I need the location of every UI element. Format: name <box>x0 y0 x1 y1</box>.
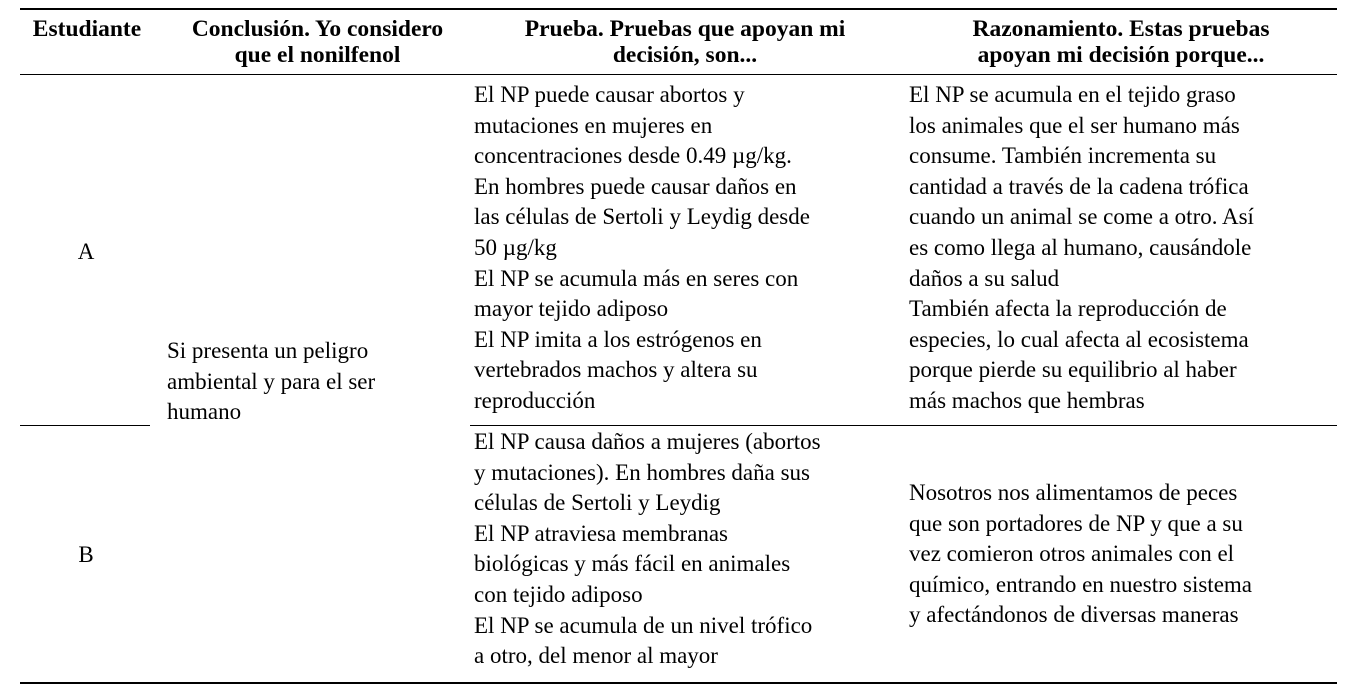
conclusion-cell: Si presenta un peligro ambiental y para el ser humano <box>167 338 376 425</box>
header-evidence: Prueba. Pruebas que apoyan mi decisión, son... <box>524 16 846 68</box>
evidence-cell-b: El NP causa daños a mujeres (abortos y mutaciones). En hombres daña sus células de Sertoli y Leydig El NP atraviesa membranas biológicas y más fácil en animales con tejido adiposo El NP se acumula de un nivel trófico a otro, del menor al mayor <box>474 429 821 669</box>
evidence-cell-a: El NP puede causar abortos y mutaciones en mujeres en concentraciones desde 0.49 µg/kg. En hombres puede causar daños en las células de Sertoli y Leydig desde 50 µg/kg El NP se acumula más en seres con mayor tejido adiposo El NP imita a los estrógenos en vertebrados machos y altera su reproducción <box>474 82 810 413</box>
row-separator-student <box>20 425 150 426</box>
student-label-b: B <box>78 542 94 567</box>
header-student: Estudiante <box>32 16 142 42</box>
student-label-a: A <box>77 239 95 264</box>
reasoning-cell-b: Nosotros nos alimentamos de peces que son portadores de NP y que a su vez comieron otros animales con el químico, entrando en nuestro sistema y afectándonos de diversas maneras <box>909 480 1253 628</box>
header-bottom-rule <box>20 74 1337 75</box>
header-conclusion: Conclusión. Yo considero que el nonilfenol <box>191 16 444 68</box>
table-top-rule <box>20 8 1337 10</box>
header-reasoning: Razonamiento. Estas pruebas apoyan mi decisión porque... <box>972 16 1270 68</box>
reasoning-cell-a: El NP se acumula en el tejido graso los animales que el ser humano más consume. También incrementa su cantidad a través de la cadena trófica cuando un animal se come a otro. Así es como llega al humano, causándole daños a su salud También afecta la reproducción de especies, lo cual afecta al ecosistema porque pierde su equilibrio al haber más machos que hembras <box>909 82 1254 413</box>
row-separator-content <box>470 425 1337 426</box>
table-bottom-rule <box>20 682 1337 684</box>
